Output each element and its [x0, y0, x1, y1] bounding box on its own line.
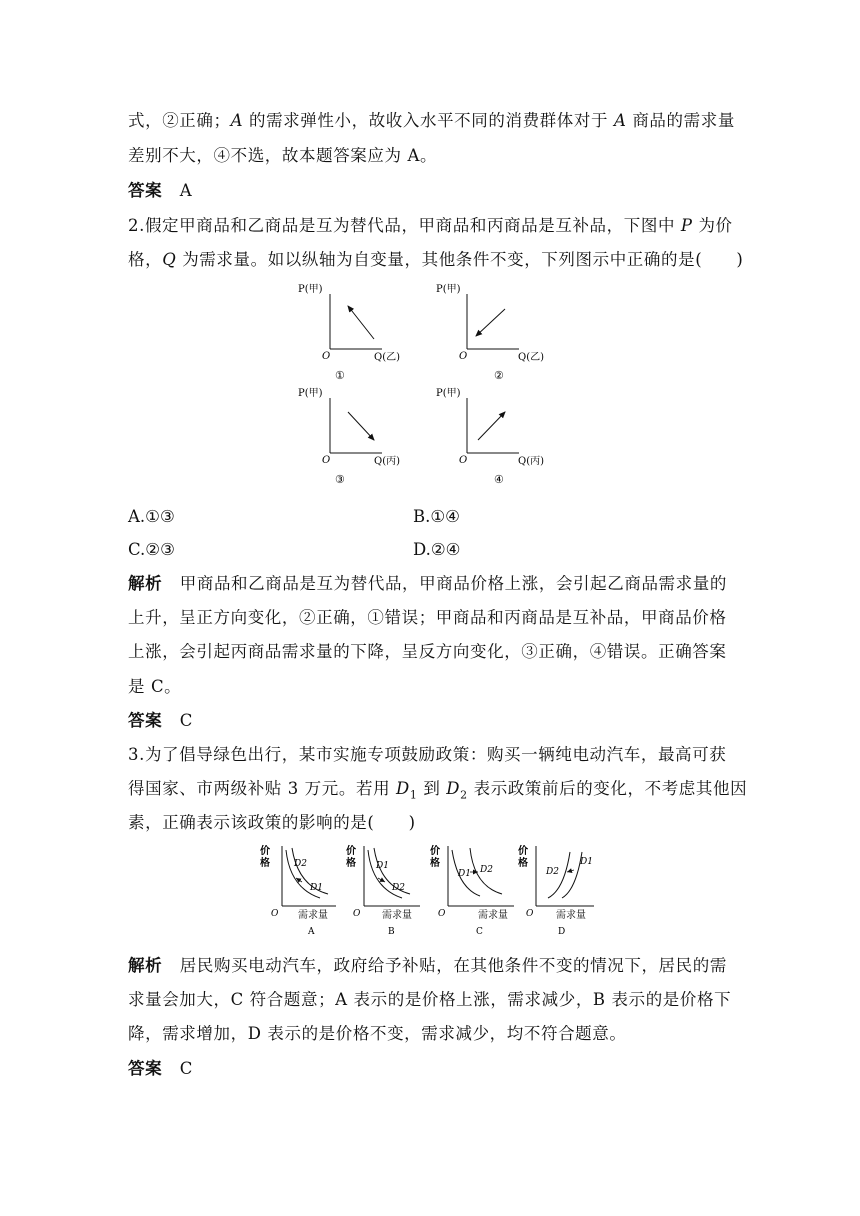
- q3-stem-line-2: 得国家、市两级补贴 3 万元。若用 $D_1$ 到 $D_2$ 表示政策前后的变化，不考虑其他因: [128, 779, 748, 802]
- q2-analysis-line-2: 上升，呈正方向变化，②正确，①错误；甲商品和丙商品是互补品，甲商品价格: [128, 608, 727, 627]
- q3-figure: [258, 842, 608, 942]
- q1-answer: 答案 A: [128, 181, 193, 200]
- q2-analysis-line-4: 是 C。: [128, 677, 182, 696]
- svg-text:需求量: 需求量: [382, 910, 412, 921]
- svg-text:价: 价: [430, 846, 440, 857]
- q2-graph-4-origin: O: [459, 455, 468, 466]
- q3-stem-line-1: 3.为了倡导绿色出行，某市实施专项鼓励政策：购买一辆纯电动汽车，最高可获: [128, 745, 727, 764]
- q2-graph-3-arrow: [348, 412, 374, 440]
- svg-text:格: 格: [260, 858, 270, 869]
- svg-text:格: 格: [346, 858, 356, 869]
- q1-text-line-2: 差别不大，④不选，故本题答案应为 A。: [128, 146, 438, 165]
- q2-graph-1-number: ①: [335, 369, 345, 382]
- svg-text:C: C: [476, 927, 483, 937]
- q2-graph-2-ylabel: P(甲): [436, 284, 461, 295]
- q2-graph-3-origin: O: [322, 455, 331, 466]
- q2-graph-2-origin: O: [459, 351, 468, 362]
- svg-text:O: O: [271, 909, 279, 919]
- svg-text:需求量: 需求量: [478, 910, 508, 921]
- svg-text:D1: D1: [580, 857, 593, 867]
- svg-text:D1: D1: [310, 883, 323, 893]
- svg-text:O: O: [526, 909, 534, 919]
- q2-graph-4-arrow: [478, 412, 505, 440]
- svg-text:D: D: [558, 927, 566, 937]
- svg-text:D2: D2: [480, 865, 493, 875]
- svg-text:价: 价: [518, 846, 528, 857]
- q2-figure: [290, 282, 560, 490]
- q3-graph-a: [260, 844, 336, 937]
- q2-graph-1-xlabel: Q(乙): [374, 352, 401, 363]
- svg-text:格: 格: [518, 858, 528, 869]
- q2-stem-line-1: 2.假定甲商品和乙商品是互为替代品，甲商品和丙商品是互补品，下图中 P 为价: [128, 216, 733, 235]
- svg-text:价: 价: [346, 846, 356, 857]
- q3-stem-line-3: 素，正确表示该政策的影响的是( ): [128, 813, 416, 832]
- q2-graph-2-xlabel: Q(乙): [518, 352, 545, 363]
- q2-graph-2: [436, 283, 544, 382]
- q2-graph-3-number: ③: [335, 473, 345, 486]
- q2-graph-3: [298, 387, 400, 486]
- q2-option-a[interactable]: A.①③: [128, 507, 175, 526]
- q2-stem-line-2: 格，Q 为需求量。如以纵轴为自变量，其他条件不变，下列图示中正确的是( ): [128, 250, 744, 269]
- q2-option-c[interactable]: C.②③: [128, 540, 175, 559]
- q3-graph-c: [430, 844, 514, 937]
- svg-text:O: O: [438, 909, 446, 919]
- svg-text:需求量: 需求量: [556, 910, 586, 921]
- q2-graph-4-ylabel: P(甲): [436, 388, 461, 399]
- q2-option-d[interactable]: D.②④: [413, 540, 461, 559]
- q2-graph-2-arrow: [476, 309, 505, 336]
- svg-text:O: O: [353, 909, 361, 919]
- q2-analysis-line-3: 上涨，会引起丙商品需求量的下降，呈反方向变化，③正确，④错误。正确答案: [128, 642, 727, 661]
- svg-text:D1: D1: [376, 861, 389, 871]
- q3-graph-b: [346, 844, 420, 937]
- q2-graph-2-number: ②: [494, 369, 504, 382]
- q2-option-b[interactable]: B.①④: [413, 507, 460, 526]
- q3-answer: 答案 C: [128, 1059, 193, 1078]
- q1-text-line-1: 式，②正确；A 的需求弹性小，故收入水平不同的消费群体对于 A 商品的需求量: [128, 111, 735, 130]
- svg-text:需求量: 需求量: [298, 910, 328, 921]
- q2-graph-4: [436, 387, 544, 486]
- q3-analysis-line-3: 降，需求增加，D 表示的是价格不变，需求减少，均不符合题意。: [128, 1024, 627, 1043]
- q3-graph-d: [518, 844, 594, 937]
- q3-analysis-line-2: 求量会加大，C 符合题意；A 表示的是价格上涨，需求减少，B 表示的是价格下: [128, 990, 732, 1009]
- q2-graph-1-origin: O: [322, 351, 331, 362]
- svg-text:D1: D1: [458, 869, 471, 879]
- q2-graph-4-number: ④: [494, 473, 504, 486]
- svg-text:D2: D2: [392, 883, 405, 893]
- svg-text:D2: D2: [294, 859, 307, 869]
- q2-graph-3-ylabel: P(甲): [298, 388, 323, 399]
- q2-analysis-line-1: 解析 甲商品和乙商品是互为替代品，甲商品价格上涨，会引起乙商品需求量的: [128, 574, 727, 593]
- q2-graph-1: [298, 283, 400, 382]
- svg-text:价: 价: [260, 846, 270, 857]
- svg-text:B: B: [388, 927, 395, 937]
- q3-analysis-line-1: 解析 居民购买电动汽车，政府给予补贴，在其他条件不变的情况下，居民的需: [128, 956, 727, 975]
- q2-graph-4-xlabel: Q(丙): [518, 456, 545, 467]
- q2-answer: 答案 C: [128, 711, 193, 730]
- q2-graph-3-xlabel: Q(丙): [374, 456, 401, 467]
- svg-text:D2: D2: [546, 867, 559, 877]
- svg-text:格: 格: [430, 858, 440, 869]
- q2-graph-1-arrow: [348, 306, 374, 339]
- q2-graph-1-ylabel: P(甲): [298, 284, 323, 295]
- svg-text:A: A: [308, 927, 315, 937]
